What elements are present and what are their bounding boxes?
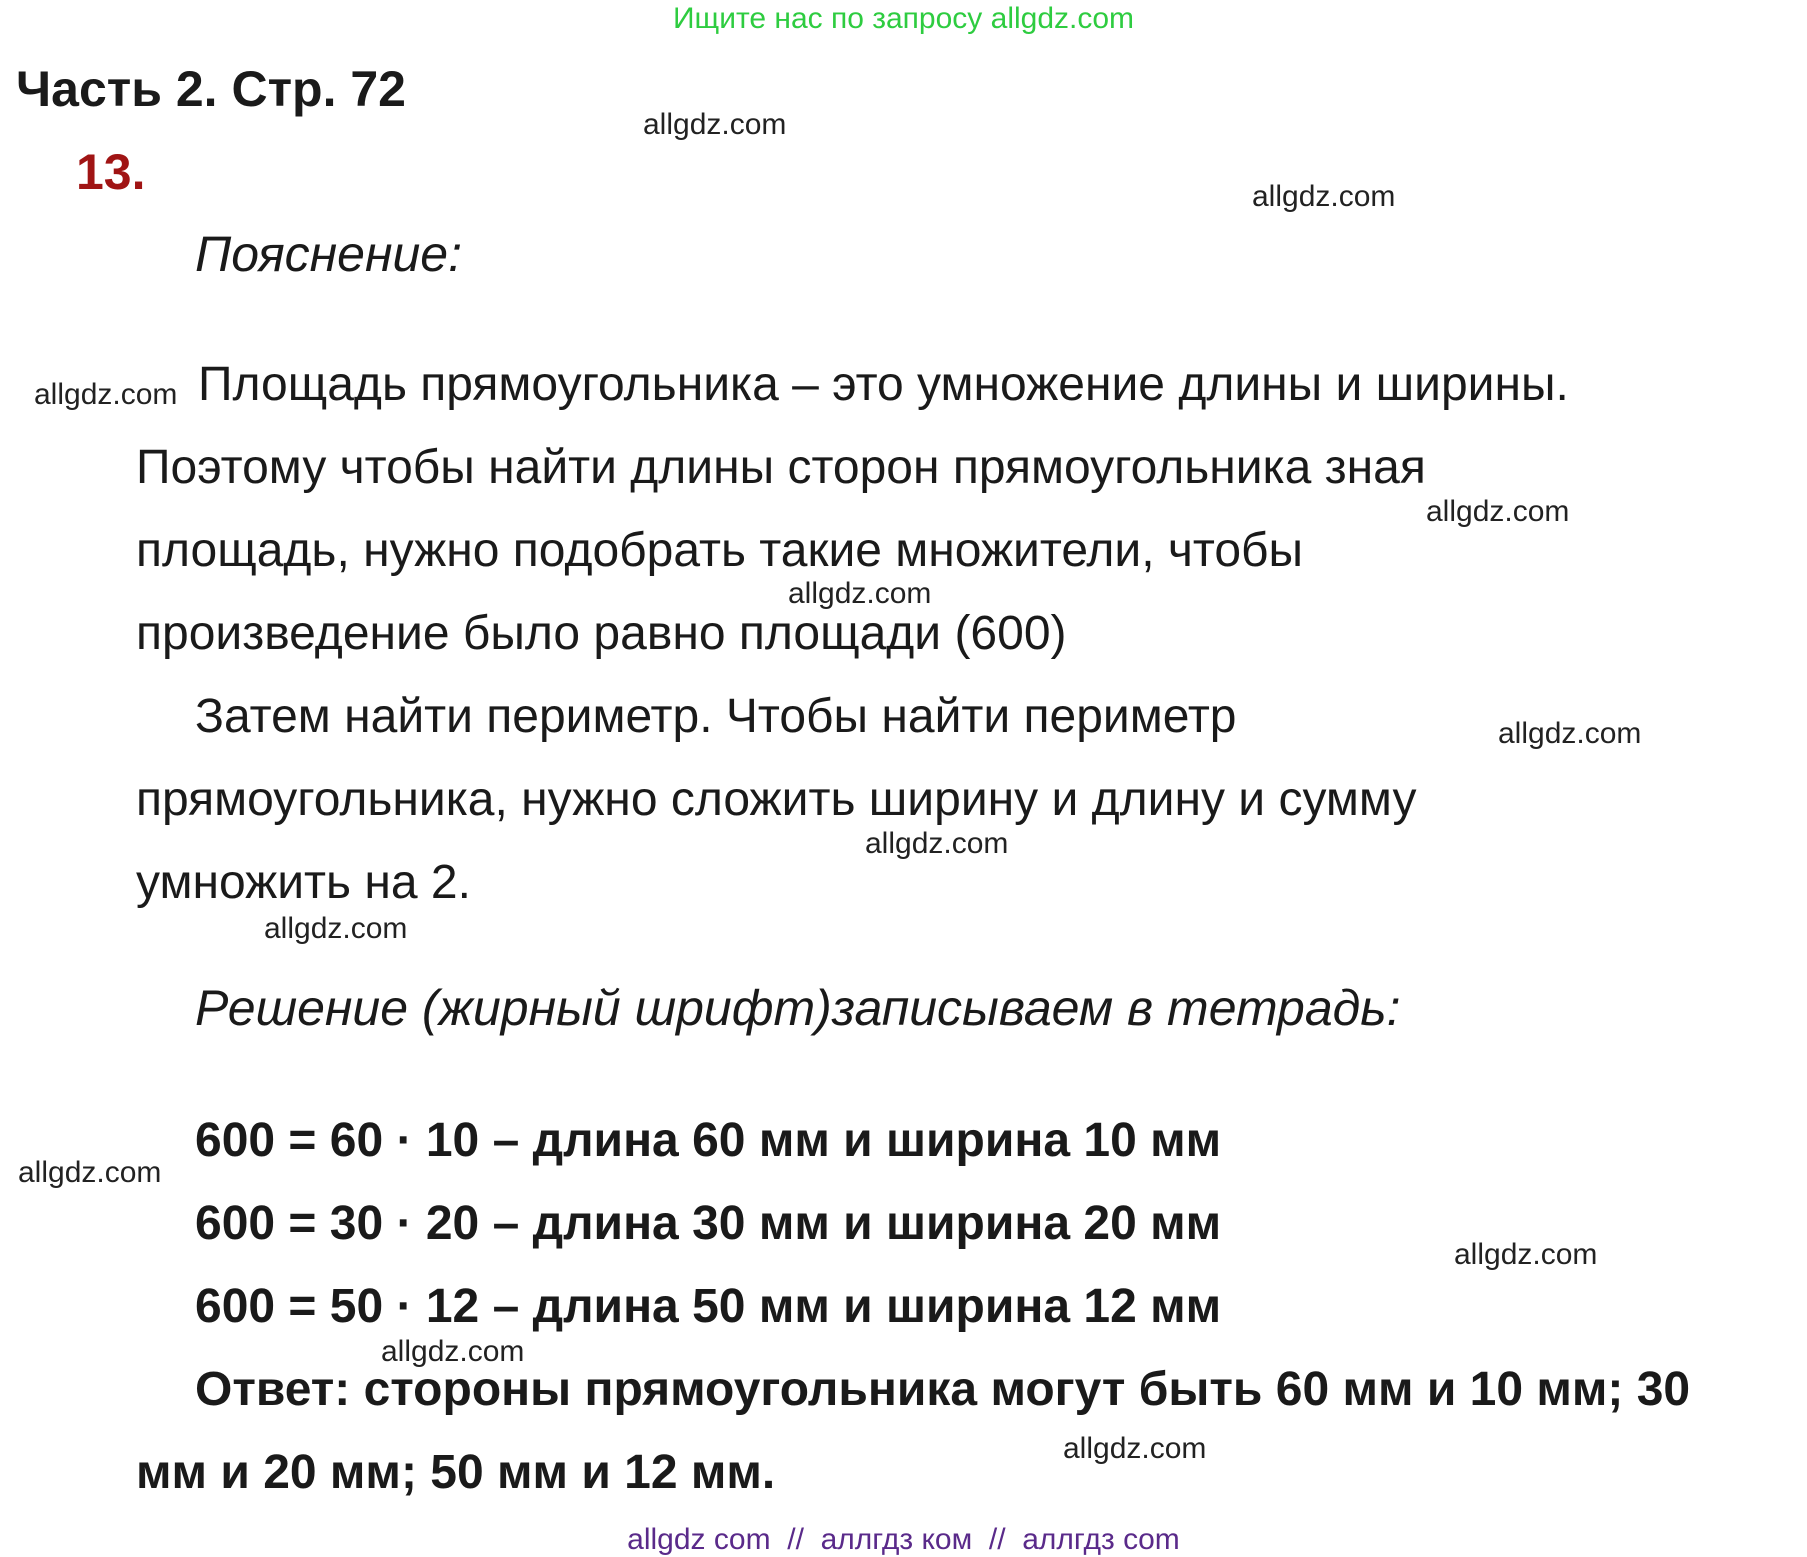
explanation-line: Затем найти периметр. Чтобы найти периметр bbox=[195, 690, 1237, 743]
solution-line: 600 = 60 · 10 – длина 60 мм и ширина 10 мм bbox=[195, 1114, 1222, 1167]
watermark-text: allgdz.com bbox=[788, 577, 932, 610]
explanation-line: произведение было равно площади (600) bbox=[136, 607, 1067, 660]
explanation-line: Площадь прямоугольника – это умножение длины и ширины. bbox=[198, 358, 1569, 411]
top-banner: Ищите нас по запросу allgdz.com bbox=[672, 2, 1135, 35]
solution-heading: Решение (жирный шрифт)записываем в тетрадь: bbox=[195, 980, 1401, 1036]
watermark-text: allgdz.com bbox=[1252, 180, 1396, 213]
explanation-line: прямоугольника, нужно сложить ширину и длину и сумму bbox=[136, 773, 1417, 826]
watermark-text: allgdz.com bbox=[1498, 717, 1642, 750]
explanation-line: Поэтому чтобы найти длины сторон прямоугольника зная bbox=[136, 441, 1426, 494]
watermark-text: allgdz.com bbox=[264, 912, 408, 945]
watermark-text: allgdz.com bbox=[18, 1156, 162, 1189]
explanation-heading: Пояснение: bbox=[195, 226, 462, 282]
answer-line: Ответ: стороны прямоугольника могут быть 60 мм и 10 мм; 30 bbox=[195, 1363, 1691, 1416]
task-number: 13. bbox=[76, 144, 146, 200]
watermark-text: allgdz.com bbox=[34, 378, 178, 411]
section-title: Часть 2. Стр. 72 bbox=[16, 61, 406, 117]
explanation-line: площадь, нужно подобрать такие множители, чтобы bbox=[136, 524, 1304, 577]
footer-links: allgdz com // аллгдз ком // аллгдз com bbox=[627, 1523, 1180, 1556]
answer-line: мм и 20 мм; 50 мм и 12 мм. bbox=[136, 1446, 776, 1499]
watermark-text: allgdz.com bbox=[1426, 495, 1570, 528]
solution-line: 600 = 30 · 20 – длина 30 мм и ширина 20 мм bbox=[195, 1197, 1222, 1250]
solution-line: 600 = 50 · 12 – длина 50 мм и ширина 12 мм bbox=[195, 1280, 1222, 1333]
watermark-text: allgdz.com bbox=[1454, 1238, 1598, 1271]
watermark-text: allgdz.com bbox=[381, 1335, 525, 1368]
explanation-line: умножить на 2. bbox=[136, 856, 471, 909]
watermark-text: allgdz.com bbox=[865, 827, 1009, 860]
watermark-text: allgdz.com bbox=[643, 108, 787, 141]
watermark-text: allgdz.com bbox=[1063, 1432, 1207, 1465]
